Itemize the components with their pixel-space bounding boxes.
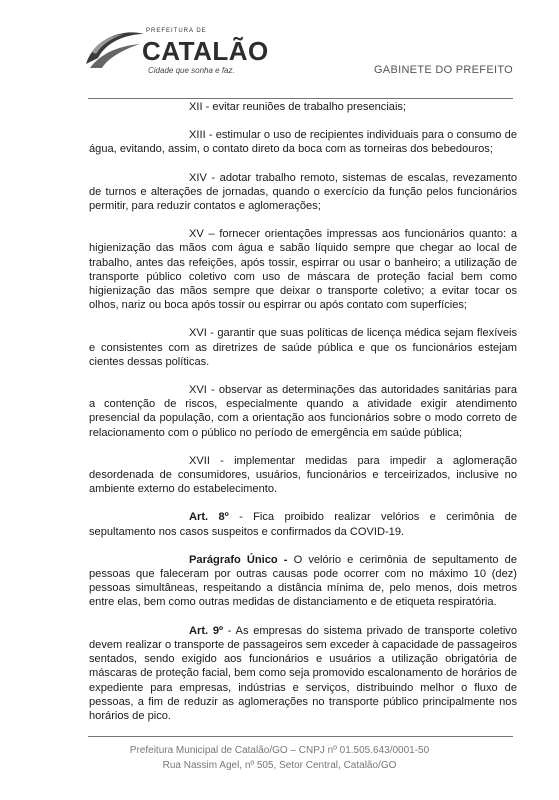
- item-xv: XV – fornecer orientações impressas aos funcionários quanto: a higienização das mãos com água e sabão líquido sempre que chegar ao local de trabalho, antes das refeições, após tossir, espirrar ou usar o banheiro; a utilização de transporte público coletivo com uso de máscara de proteção facial bem como higienização das mãos sempre que deixar o transporte coletivo; a evitar tocar os olhos, nariz ou boca após tossir ou espirrar ou após contato com superfícies;: [89, 228, 517, 312]
- department-title: GABINETE DO PREFEITO: [373, 64, 513, 76]
- document-body: [89, 100, 517, 737]
- footer-address: Rua Nassim Agel, nº 505, Setor Central, Catalão/GO: [162, 760, 397, 771]
- swoosh-logo-icon: [84, 28, 146, 72]
- item-xii: XII - evitar reuniões de trabalho presenciais;: [189, 101, 407, 113]
- item-xiii: XIII - estimular o uso de recipientes individuais para o consumo de água, evitando, assim, o contato direto da boca com as torneiras dos bebedouros;: [89, 129, 517, 156]
- logo-tagline: Cidade que sonha e faz.: [148, 66, 235, 75]
- city-logo: [84, 24, 284, 84]
- article-8-text: - Fica proibido realizar velórios e cerimônia de sepultamento nos casos suspeitos e confirmados da COVID-19.: [89, 511, 517, 538]
- sole-paragraph: [89, 553, 517, 610]
- item-xvi-b: XVI - observar as determinações das autoridades sanitárias para a contenção de riscos, especialmente quando a atividade exigir atendimento presencial da população, com a orientação aos funcionários sobre o modo correto de relacionamento com o público no período de emergência em saúde pública;: [89, 384, 517, 439]
- item-xvi-a: XVI - garantir que suas políticas de licença médica sejam flexíveis e consistentes com as diretrizes de saúde pública e que os funcionários estejam cientes dessas políticas.: [89, 327, 517, 368]
- article-8-label: Art. 8º: [189, 511, 229, 524]
- logo-city-name: CATALÃO: [142, 36, 269, 66]
- header-divider: [88, 98, 513, 99]
- article-9: [89, 624, 517, 723]
- page-header: [0, 0, 559, 100]
- footer-divider: [88, 736, 513, 737]
- sole-paragraph-text: O velório e cerimônia de sepultamento de pessoas que faleceram por outras causas pode ocorrer com no máximo 10 (dez) pessoas simultâneas, respeitando a distância mínima de, pelo menos, dois metros entre elas, bem como outras medidas de distanciamento e de etiqueta respiratória.: [89, 553, 518, 609]
- item-xvii: XVII - implementar medidas para impedir a aglomeração desordenada de consumidores, usuários, funcionários e terceirizados, inclusive no ambiente externo do estabelecimento.: [89, 454, 517, 496]
- article-9-text: - As empresas do sistema privado de transporte coletivo devem realizar o transporte de passageiros sem exceder à capacidade de passageiros sentados, sendo exigido aos funcionários e usuários a utilização obrigatória de máscaras de proteção facial, bem como seja promovido escalonamento de horários de expediente para empresas, indústrias e serviços, distribuindo melhor o fluxo de pessoas, a fim de reduzir as aglomerações no transporte público principalmente nos horários de pico.: [89, 624, 517, 722]
- footer-cnpj: Prefeitura Municipal de Catalão/GO – CNPJ nº 01.505.643/0001-50: [129, 745, 430, 756]
- sole-paragraph-label: Parágrafo Único -: [189, 553, 288, 566]
- article-8: [89, 510, 517, 538]
- article-9-label: Art. 9º: [189, 624, 224, 637]
- logo-prefix: PREFEITURA DE: [146, 28, 207, 34]
- item-xiv: XIV - adotar trabalho remoto, sistemas de escalas, revezamento de turnos e alterações de jornadas, quando o exercício da função pelos funcionários permitir, para reduzir contatos e aglomerações;: [89, 171, 517, 213]
